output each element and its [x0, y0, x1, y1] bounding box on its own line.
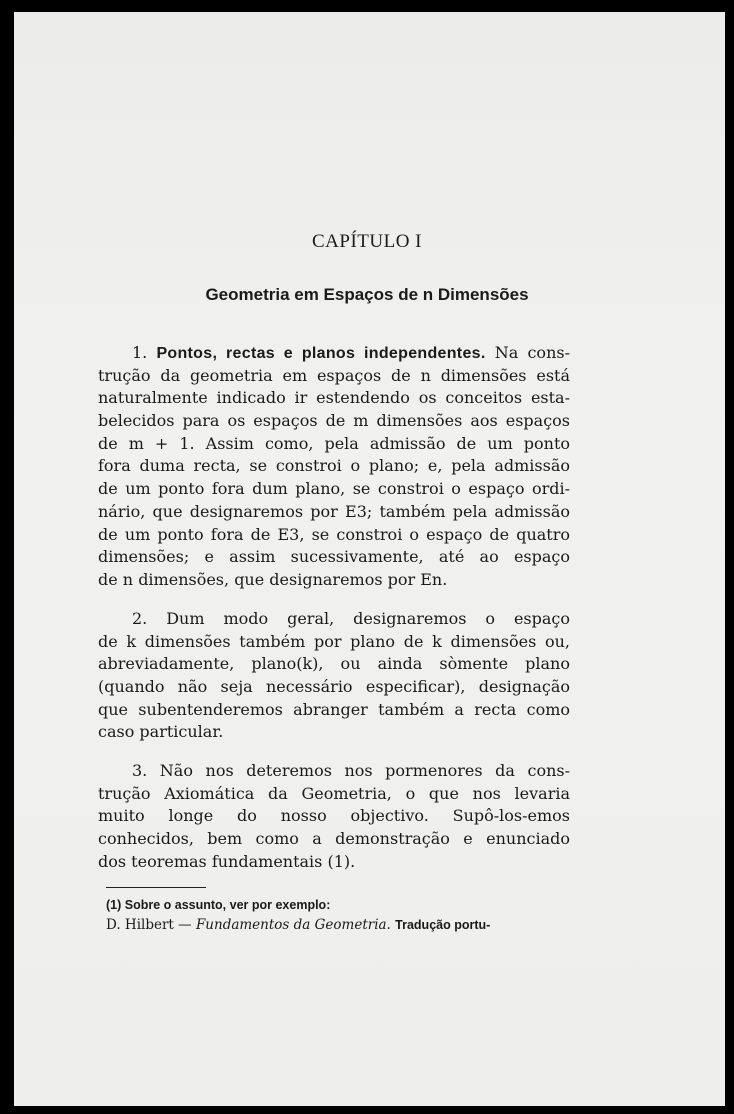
footnote-line-1: (1) Sobre o assunto, ver por exemplo: — [106, 898, 331, 912]
text-line: Na cons- — [494, 343, 570, 362]
paragraph-3 — [98, 760, 570, 873]
text-line: caso particular. — [98, 722, 224, 742]
section-heading: Pontos, rectas e planos independentes. — [156, 345, 486, 362]
footnote-book-title: Fundamentos da Geometria. — [195, 917, 391, 933]
text-line: de n dimensões, que designaremos por En. — [98, 569, 448, 589]
text-line: trução Axiomática da Geometria, o que nos levaria — [98, 783, 570, 803]
text-line: conhecidos, bem como a demonstração e enunciado — [98, 829, 570, 849]
text-line: 2. Dum modo geral, designaremos o espaço — [132, 609, 570, 628]
text-line: de k dimensões também por plano de k dimensões ou, — [98, 631, 570, 651]
text-line: que subentenderemos abranger também a recta como — [98, 699, 570, 719]
section-number: 1. — [132, 343, 148, 362]
text-line: de m + 1. Assim como, pela admissão de um ponto — [98, 433, 570, 453]
paragraph-2 — [98, 608, 570, 744]
text-line: fora duma recta, se constroi o plano; e, pela admissão — [98, 456, 570, 476]
text-line: trução da geometria em espaços de n dimensões está — [98, 365, 570, 385]
chapter-heading: CAPÍTULO I — [311, 231, 423, 252]
paragraph-line — [98, 342, 570, 365]
text-line: abreviadamente, plano(k), ou ainda sòmente plano — [98, 654, 570, 674]
footnote-rest: Tradução portu- — [395, 918, 491, 932]
chapter-title: Geometria em Espaços de n Dimensões — [205, 285, 529, 304]
text-line: muito longe do nosso objectivo. Supô-los-emos — [98, 806, 570, 826]
footnote-rule — [106, 887, 206, 888]
text-line: dimensões; e assim sucessivamente, até ao espaço — [98, 547, 570, 567]
text-line: 3. Não nos deteremos nos pormenores da cons- — [132, 761, 570, 780]
text-line: (quando não seja necessário especificar), designação — [98, 677, 570, 697]
text-line: de um ponto fora de E3, se constroi o espaço de quatro — [98, 524, 570, 544]
text-line: dos teoremas fundamentais (1). — [98, 851, 356, 871]
text-line: naturalmente indicado ir estendendo os conceitos esta- — [98, 388, 570, 408]
paragraph-1 — [98, 342, 570, 592]
footnote-author: D. Hilbert — — [106, 917, 192, 933]
footnote-line-2 — [106, 915, 570, 935]
text-line: belecidos para os espaços de m dimensões aos espaços — [98, 411, 570, 431]
text-line: nário, que designaremos por E3; também pela admissão — [98, 501, 570, 521]
text-line: de um ponto fora dum plano, se constroi o espaço ordi- — [98, 479, 570, 499]
